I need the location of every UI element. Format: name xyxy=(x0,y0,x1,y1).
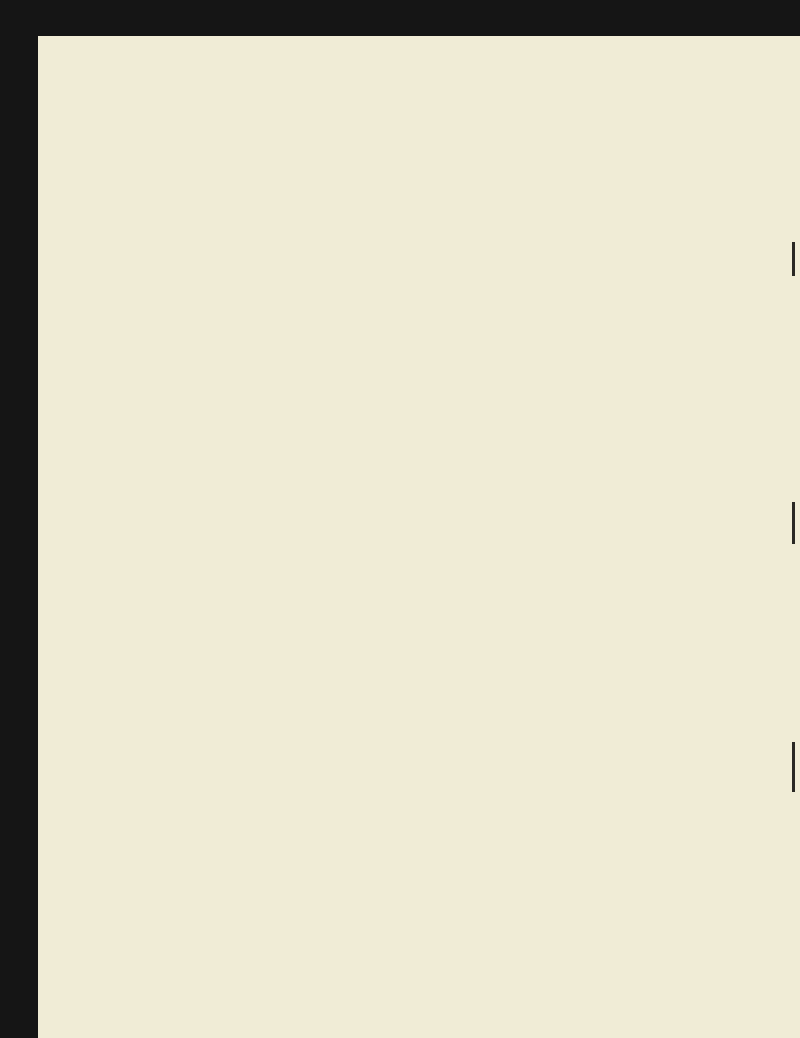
header-absolute xyxy=(308,166,534,182)
header-tod xyxy=(498,256,534,312)
header-dienst xyxy=(460,256,498,312)
header-zugang-lazarett xyxy=(572,242,610,312)
header-krankenabgang xyxy=(422,190,534,240)
header-promille-kopf xyxy=(536,182,646,240)
edge-bracket-mark xyxy=(792,502,795,544)
header-abgang-tod xyxy=(610,242,646,312)
header-tod-promille xyxy=(684,242,720,312)
header-dienst-promille xyxy=(646,242,684,312)
header-darunter xyxy=(460,242,534,256)
edge-bracket-mark xyxy=(792,242,795,276)
header-darunter-lazarett xyxy=(386,242,422,312)
header-abgang-ueberhaupt xyxy=(422,242,460,312)
header-promille-abgang xyxy=(646,182,720,240)
edge-bracket-mark xyxy=(792,742,795,792)
header-durchschnitt xyxy=(308,200,348,296)
header-verhaeltnis xyxy=(536,166,720,182)
header-ueberhaupt xyxy=(348,242,386,312)
header-krankenzugang xyxy=(348,190,422,240)
header-krankenzugang-ueberhaupt xyxy=(536,242,572,312)
